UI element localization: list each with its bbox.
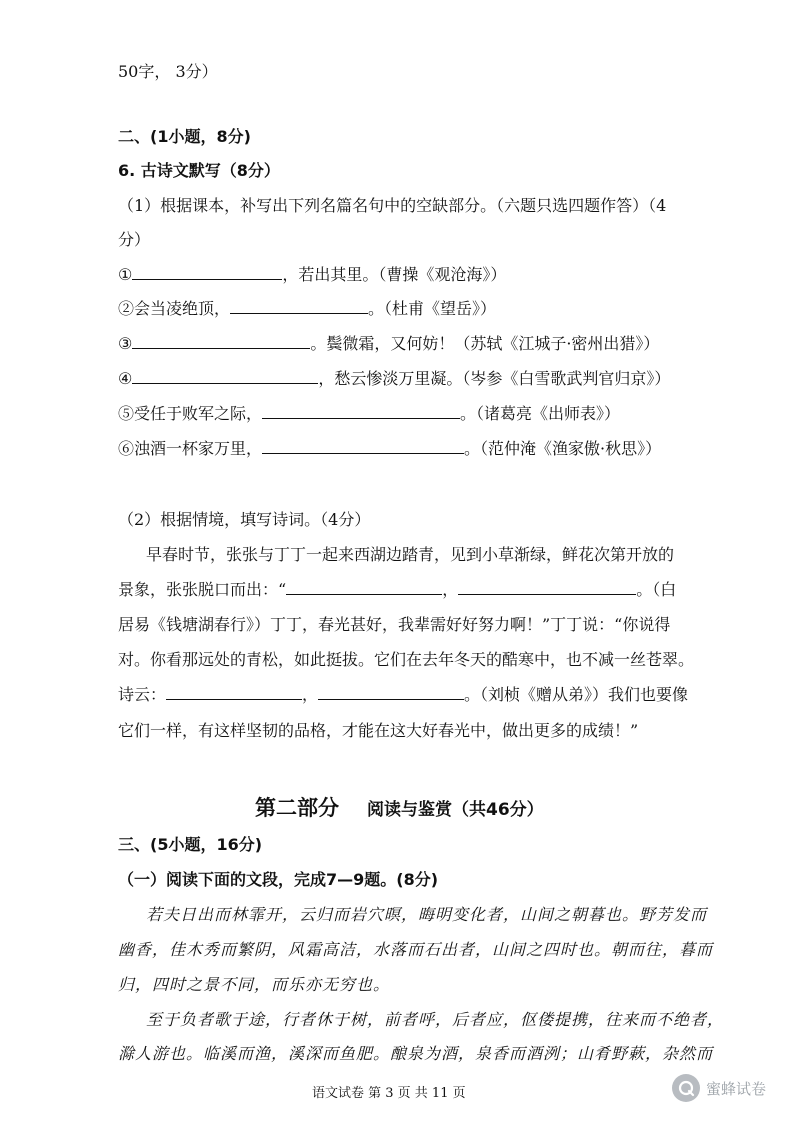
section-heading: 二、(1小题，8分): [118, 127, 251, 146]
text-line: 50字， 3分）: [118, 62, 218, 81]
question-heading: （一）阅读下面的文段，完成7—9题。(8分): [118, 870, 439, 889]
fill-item-3: [118, 333, 702, 355]
item-prefix: ⑤受任于败军之际，: [118, 404, 263, 423]
answer-blank[interactable]: [262, 404, 460, 419]
item-prefix: ⑥浊酒一杯家万里，: [118, 439, 263, 458]
item-prefix: ①: [118, 265, 133, 284]
item-suffix: 。（诸葛亮《出师表》）: [460, 404, 621, 423]
answer-blank[interactable]: [458, 580, 636, 595]
classical-text-line: 幽香，佳木秀而繁阴，风霜高洁，水落而石出者，山间之四时也。朝而往，暮而: [118, 940, 714, 959]
text-segment: ，: [442, 580, 459, 599]
answer-blank[interactable]: [230, 299, 368, 314]
fill-item-6: [118, 438, 702, 460]
paragraph-line: 对。你看那远处的青松，如此挺拔。它们在去年冬天的酷寒中，也不减一丝苍翠。: [118, 650, 695, 669]
text-segment: 景象，张张脱口而出：“: [118, 580, 287, 599]
item-prefix: ④: [118, 369, 133, 388]
answer-blank[interactable]: [166, 685, 302, 700]
instruction-line: （2）根据情境，填写诗词。（4分）: [118, 510, 371, 529]
answer-blank[interactable]: [286, 580, 442, 595]
item-suffix: ，若出其里。（曹操《观沧海》）: [282, 265, 507, 284]
bee-logo-icon: [672, 1074, 700, 1102]
instruction-line: （1）根据课本，补写出下列名篇名句中的空缺部分。（六题只选四题作答）（4: [118, 196, 667, 215]
question-heading: 6. 古诗文默写（8分）: [118, 161, 280, 180]
item-suffix: 。（范仲淹《渔家傲·秋思》）: [464, 439, 662, 458]
answer-blank[interactable]: [318, 685, 464, 700]
paragraph-line: 早春时节，张张与丁丁一起来西湖边踏青，见到小草渐绿，鲜花次第开放的: [146, 545, 675, 564]
fill-item-4: [118, 368, 702, 390]
watermark: [672, 1074, 766, 1102]
instruction-line: 分）: [118, 230, 151, 249]
fill-item-2: [118, 298, 702, 320]
watermark-text: 蜜蜂试卷: [705, 1079, 766, 1098]
paragraph-line: [118, 579, 702, 601]
part-title-main: 第二部分: [255, 796, 339, 820]
paragraph-line: 它们一样，有这样坚韧的品格，才能在这大好春光中，做出更多的成绩！”: [118, 721, 639, 740]
fill-item-1: [118, 264, 702, 286]
answer-blank[interactable]: [132, 265, 282, 280]
paragraph-line: 居易《钱塘湖春行》）丁丁，春光甚好，我辈需好好努力啊！”丁丁说：“你说得: [118, 615, 671, 634]
text-segment: ，: [302, 685, 319, 704]
text-segment: 诗云：: [118, 685, 167, 704]
page-footer: 语文试卷 第 3 页 共 11 页: [312, 1086, 466, 1101]
fill-item-5: [118, 403, 702, 425]
paragraph-line: [118, 684, 702, 706]
classical-text-line: 若夫日出而林霏开，云归而岩穴暝，晦明变化者，山间之朝暮也。野芳发而: [146, 905, 708, 924]
item-suffix: ，愁云惨淡万里凝。（岑参《白雪歌武判官归京》）: [318, 369, 671, 388]
answer-blank[interactable]: [132, 334, 310, 349]
text-segment: 。（刘桢《赠从弟》）我们也要像: [464, 685, 689, 704]
answer-blank[interactable]: [132, 369, 318, 384]
answer-blank[interactable]: [262, 439, 464, 454]
item-prefix: ③: [118, 334, 133, 353]
text-segment: 。（白: [636, 580, 677, 599]
classical-text-line: 至于负者歌于途，行者休于树，前者呼，后者应，伛偻提携，往来而不绝者，: [146, 1010, 725, 1029]
part-title: [255, 792, 544, 822]
section-heading: 三、(5小题，16分): [118, 835, 263, 854]
item-prefix: ②会当凌绝顶，: [118, 299, 231, 318]
item-suffix: 。鬓微霜，又何妨！（苏轼《江城子·密州出猎》）: [310, 334, 660, 353]
item-suffix: 。（杜甫《望岳》）: [368, 299, 497, 318]
classical-text-line: 滁人游也。临溪而渔，溪深而鱼肥。酿泉为酒，泉香而酒洌；山肴野蔌，杂然而: [118, 1044, 714, 1063]
classical-text-line: 归，四时之景不同，而乐亦无穷也。: [118, 975, 391, 994]
part-title-sub: 阅读与鉴赏（共46分）: [367, 800, 544, 820]
